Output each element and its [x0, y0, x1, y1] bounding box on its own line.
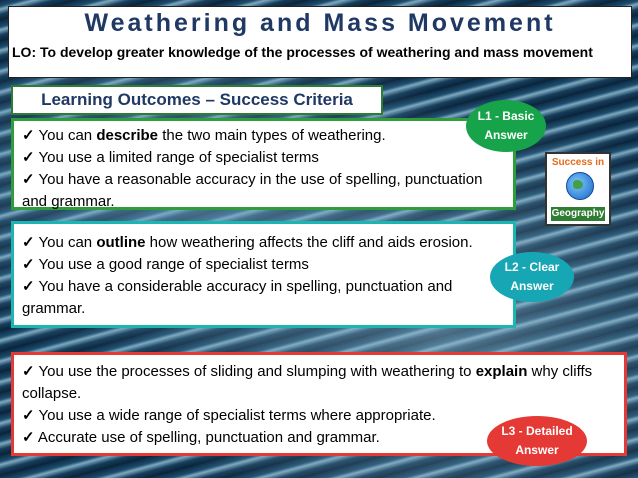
- criteria-item: ✓ You have a considerable accuracy in spelling, punctuation and grammar.: [22, 278, 453, 317]
- check-icon: ✓: [22, 171, 35, 188]
- criteria-item: ✓ You use a limited range of specialist terms: [22, 149, 319, 166]
- level3-badge: [487, 416, 587, 466]
- slide-title: Weathering and Mass Movement: [84, 9, 556, 37]
- check-icon: ✓: [22, 407, 35, 424]
- badge-level: L2 - Clear: [504, 260, 560, 274]
- badge-answer: Answer: [484, 128, 528, 142]
- learning-objective: LO: To develop greater knowledge of the processes of weathering and mass movement: [12, 44, 593, 60]
- criteria-item: ✓ You can outline how weathering affects the cliff and aids erosion.: [22, 234, 473, 251]
- criteria-item: ✓ You use a good range of specialist terms: [22, 256, 309, 273]
- logo-top-text: Success in: [551, 157, 605, 168]
- outcomes-heading: Learning Outcomes – Success Criteria: [11, 85, 383, 115]
- globe-icon: [566, 172, 594, 200]
- check-icon: ✓: [22, 278, 35, 295]
- check-icon: ✓: [22, 127, 35, 144]
- success-in-geography-logo: [545, 152, 611, 226]
- criteria-item: ✓ You have a reasonable accuracy in the use of spelling, punctuation and grammar.: [22, 171, 483, 210]
- criteria-item: ✓ You use a wide range of specialist terms where appropriate.: [22, 407, 436, 424]
- badge-level: L1 - Basic: [477, 109, 535, 123]
- criteria-item: ✓ You use the processes of sliding and slumping with weathering to explain why cliffs collapse.: [22, 363, 593, 402]
- logo-bottom-text: Geography: [551, 208, 605, 219]
- criteria-item: ✓ Accurate use of spelling, punctuation and grammar.: [22, 429, 380, 446]
- badge-answer: Answer: [515, 443, 559, 457]
- check-icon: ✓: [22, 234, 35, 251]
- level1-criteria-box: [11, 118, 516, 210]
- badge-level: L3 - Detailed: [501, 424, 573, 438]
- criteria-item: ✓ You can describe the two main types of weathering.: [22, 127, 386, 144]
- level2-badge: [490, 252, 574, 302]
- badge-answer: Answer: [510, 279, 554, 293]
- level2-criteria-box: [11, 221, 516, 328]
- check-icon: ✓: [22, 256, 35, 273]
- level1-badge: [466, 100, 546, 152]
- check-icon: ✓: [22, 149, 35, 166]
- title-box: [8, 6, 632, 78]
- check-icon: ✓: [22, 363, 35, 380]
- check-icon: ✓: [22, 429, 35, 446]
